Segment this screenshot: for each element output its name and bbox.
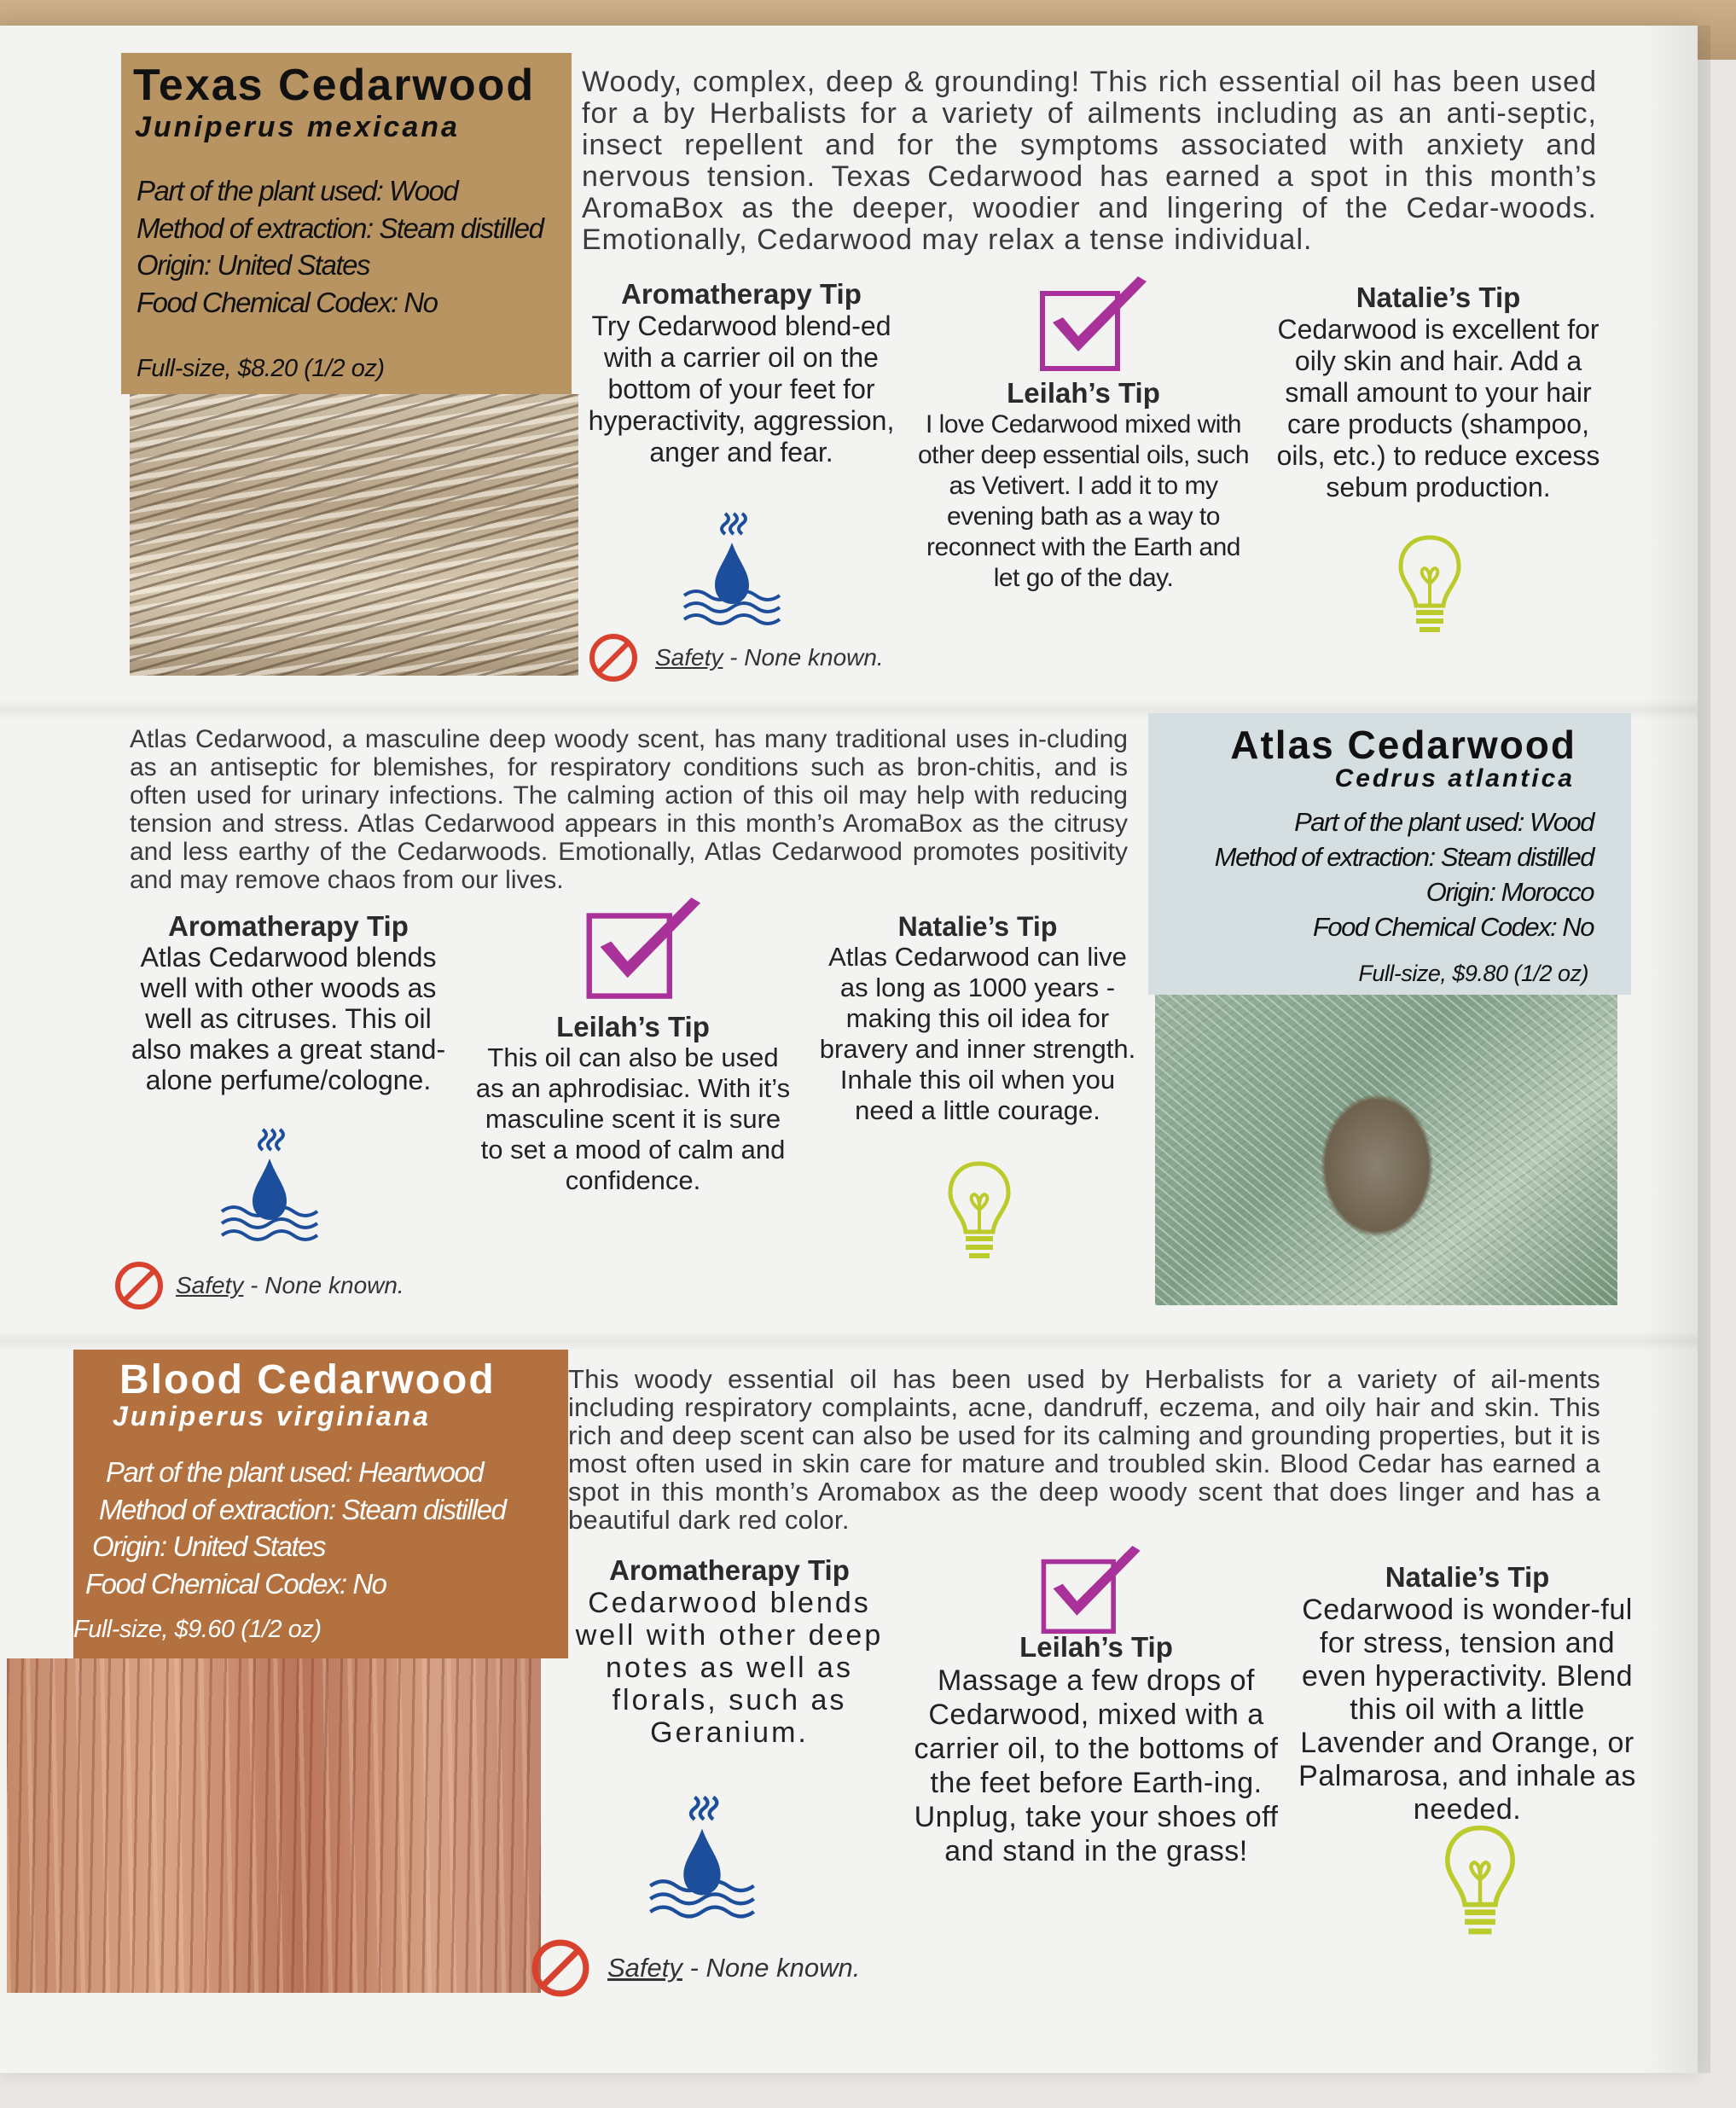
paper-fold [0,1331,1698,1351]
oil-description: Atlas Cedarwood, a masculine deep woody scent, has many traditional uses in-cluding as an antiseptic for blemishes, for respiratory conditions such as bron-chitis, and is often used for urinary infections. The calming action of this oil may help with reducing tension and stress. Atlas Cedarwood appears in this month’s AromaBox as the citrusy and less earthy of the Cedarwoods. Emotionally, Atlas Cedarwood promotes positivity and may remove chaos from our lives. [130,725,1128,894]
plant-part: Part of the plant used: Heartwood [106,1456,484,1488]
plant-part: Part of the plant used: Wood [136,175,458,206]
tip-body: This oil can also be used as an aphrodisiac. With it’s masculine scent it is sure to set a mood of calm and confidence. [475,1042,791,1195]
atlas-cone-photo [1155,995,1617,1305]
leilahs-tip [913,377,1254,594]
tip-title: Natalie’s Tip [1385,1561,1550,1593]
water-drop-icon [218,1124,321,1244]
tip-body: Massage a few drops of Cedarwood, mixed with a carrier oil, to the bottoms of the feet before Earth-ing. Unplug, take your shoes off and stand in the grass! [914,1664,1279,1867]
safety-label [655,644,884,671]
safety-note [113,1259,404,1312]
safety-note [587,631,884,684]
leilahs-tip [471,1012,795,1196]
safety-word: Safety [176,1272,244,1298]
texas-info-box [121,53,572,394]
latin-name: Juniperus virginiana [113,1401,431,1431]
aromatherapy-tip [587,278,896,468]
oil-name: Texas Cedarwood [133,61,536,110]
tip-body: Cedarwood blends well with other deep notes as well as florals, such as Geranium. [575,1587,884,1749]
food-codex: Food Chemical Codex: No [136,286,438,318]
safety-label [607,1953,860,1983]
latin-name: Cedrus atlantica [1334,764,1575,793]
oil-description: Woody, complex, deep & grounding! This rich essential oil has been used for a by Herbalists for a variety of ailments including as an anti-septic, insect repellent and for the symptoms associated with anxiety and nervous tension. Texas Cedarwood has earned a spot in this month’s AromaBox as the deeper, woodier and lingering of the Cedar-woods. Emotionally, Cedarwood may relax a tense individual. [582,66,1597,256]
sheet-shadow [1642,26,1710,2073]
origin: Origin: Morocco [1425,876,1594,907]
natalies-tip [1288,1561,1646,1826]
origin: Origin: United States [92,1530,325,1563]
tip-title: Leilah’s Tip [1019,1631,1173,1663]
extraction-method: Method of extraction: Steam distilled [99,1493,506,1525]
water-drop-icon [681,508,783,628]
leilahs-tip [913,1631,1280,1868]
natalies-tip [816,911,1140,1126]
extraction-method: Method of extraction: Steam distilled [136,212,543,244]
no-sign-icon [113,1259,165,1312]
safety-text: - None known. [682,1953,861,1983]
aromatherapy-tip [554,1554,904,1749]
safety-text: - None known. [723,644,884,671]
tip-body: I love Cedarwood mixed with other deep essential oils, such as Vetivert. I add it to my evening bath as a way to reconnect with the Earth and let go of the day. [917,410,1250,592]
tip-body: Atlas Cedarwood can live as long as 1000 years - making this oil idea for bravery and inner strength. Inhale this oil when you need a little courage. [819,942,1136,1125]
no-sign-icon [587,631,640,684]
safety-text: - None known. [243,1272,404,1298]
safety-word: Safety [607,1953,682,1983]
origin: Origin: United States [136,249,369,282]
tip-body: Atlas Cedarwood blends well with other woods as well as citruses. This oil also makes a great stand-alone perfume/cologne. [131,942,446,1095]
safety-label [176,1272,404,1299]
tip-title: Natalie’s Tip [1356,282,1521,313]
oil-details [1215,805,1594,945]
oil-details [85,1454,505,1602]
texas-bark-photo [130,394,578,676]
safety-word: Safety [655,644,723,671]
water-drop-icon [647,1792,758,1921]
blood-wood-photo [7,1658,541,1993]
lightbulb-icon [1442,1822,1518,1947]
tip-body: Try Cedarwood blend-ed with a carrier oil on the bottom of your feet for hyperactivity, aggression, anger and fear. [588,311,895,467]
safety-note [529,1937,860,2000]
tip-title: Aromatherapy Tip [621,278,862,310]
price: Full-size, $9.60 (1/2 oz) [73,1616,322,1643]
no-sign-icon [529,1937,592,2000]
checkmark-box-icon [1037,1544,1148,1636]
extraction-method: Method of extraction: Steam distilled [1214,841,1594,872]
natalies-tip [1268,282,1609,503]
price: Full-size, $9.80 (1/2 oz) [1358,961,1588,986]
food-codex: Food Chemical Codex: No [1312,911,1594,942]
tip-body: Cedarwood is wonder-ful for stress, tension and even hyperactivity. Blend this oil with a little Lavender and Orange, or Palmarosa, and inhale as needed. [1298,1594,1636,1826]
oil-description: This woody essential oil has been used by Herbalists for a variety of ail-ments including respiratory complaints, acne, dandruff, eczema, and oily hair and skin. This rich and deep scent can also be used for its calming and grounding properties, but it is most often used in skin care for mature and troubled skin. Blood Cedar has earned a spot in this month’s Aromabox as the deep woody scent that does linger and has a beautiful dark red color. [568,1364,1600,1535]
food-codex: Food Chemical Codex: No [85,1567,386,1600]
oil-name: Blood Cedarwood [119,1357,496,1402]
blood-info-box [73,1350,568,1658]
price: Full-size, $8.20 (1/2 oz) [136,355,385,382]
lightbulb-icon [1396,532,1464,643]
oil-details [136,172,543,321]
tip-body: Cedarwood is excellent for oily skin and hair. Add a small amount to your hair care products (shampoo, oils, etc.) to reduce excess sebum production. [1276,314,1600,502]
tip-title: Aromatherapy Tip [168,910,409,942]
oil-name: Atlas Cedarwood [1230,723,1576,767]
tip-title: Leilah’s Tip [556,1011,710,1042]
tip-title: Aromatherapy Tip [609,1554,850,1586]
checkmark-box-icon [582,896,710,1002]
lightbulb-icon [945,1159,1013,1269]
tip-title: Natalie’s Tip [897,911,1058,942]
plant-part: Part of the plant used: Wood [1294,807,1594,837]
tip-title: Leilah’s Tip [1007,377,1160,409]
atlas-info-box [1148,713,1631,995]
latin-name: Juniperus mexicana [135,111,460,143]
aromatherapy-tip [118,911,459,1095]
checkmark-box-icon [1036,275,1155,374]
